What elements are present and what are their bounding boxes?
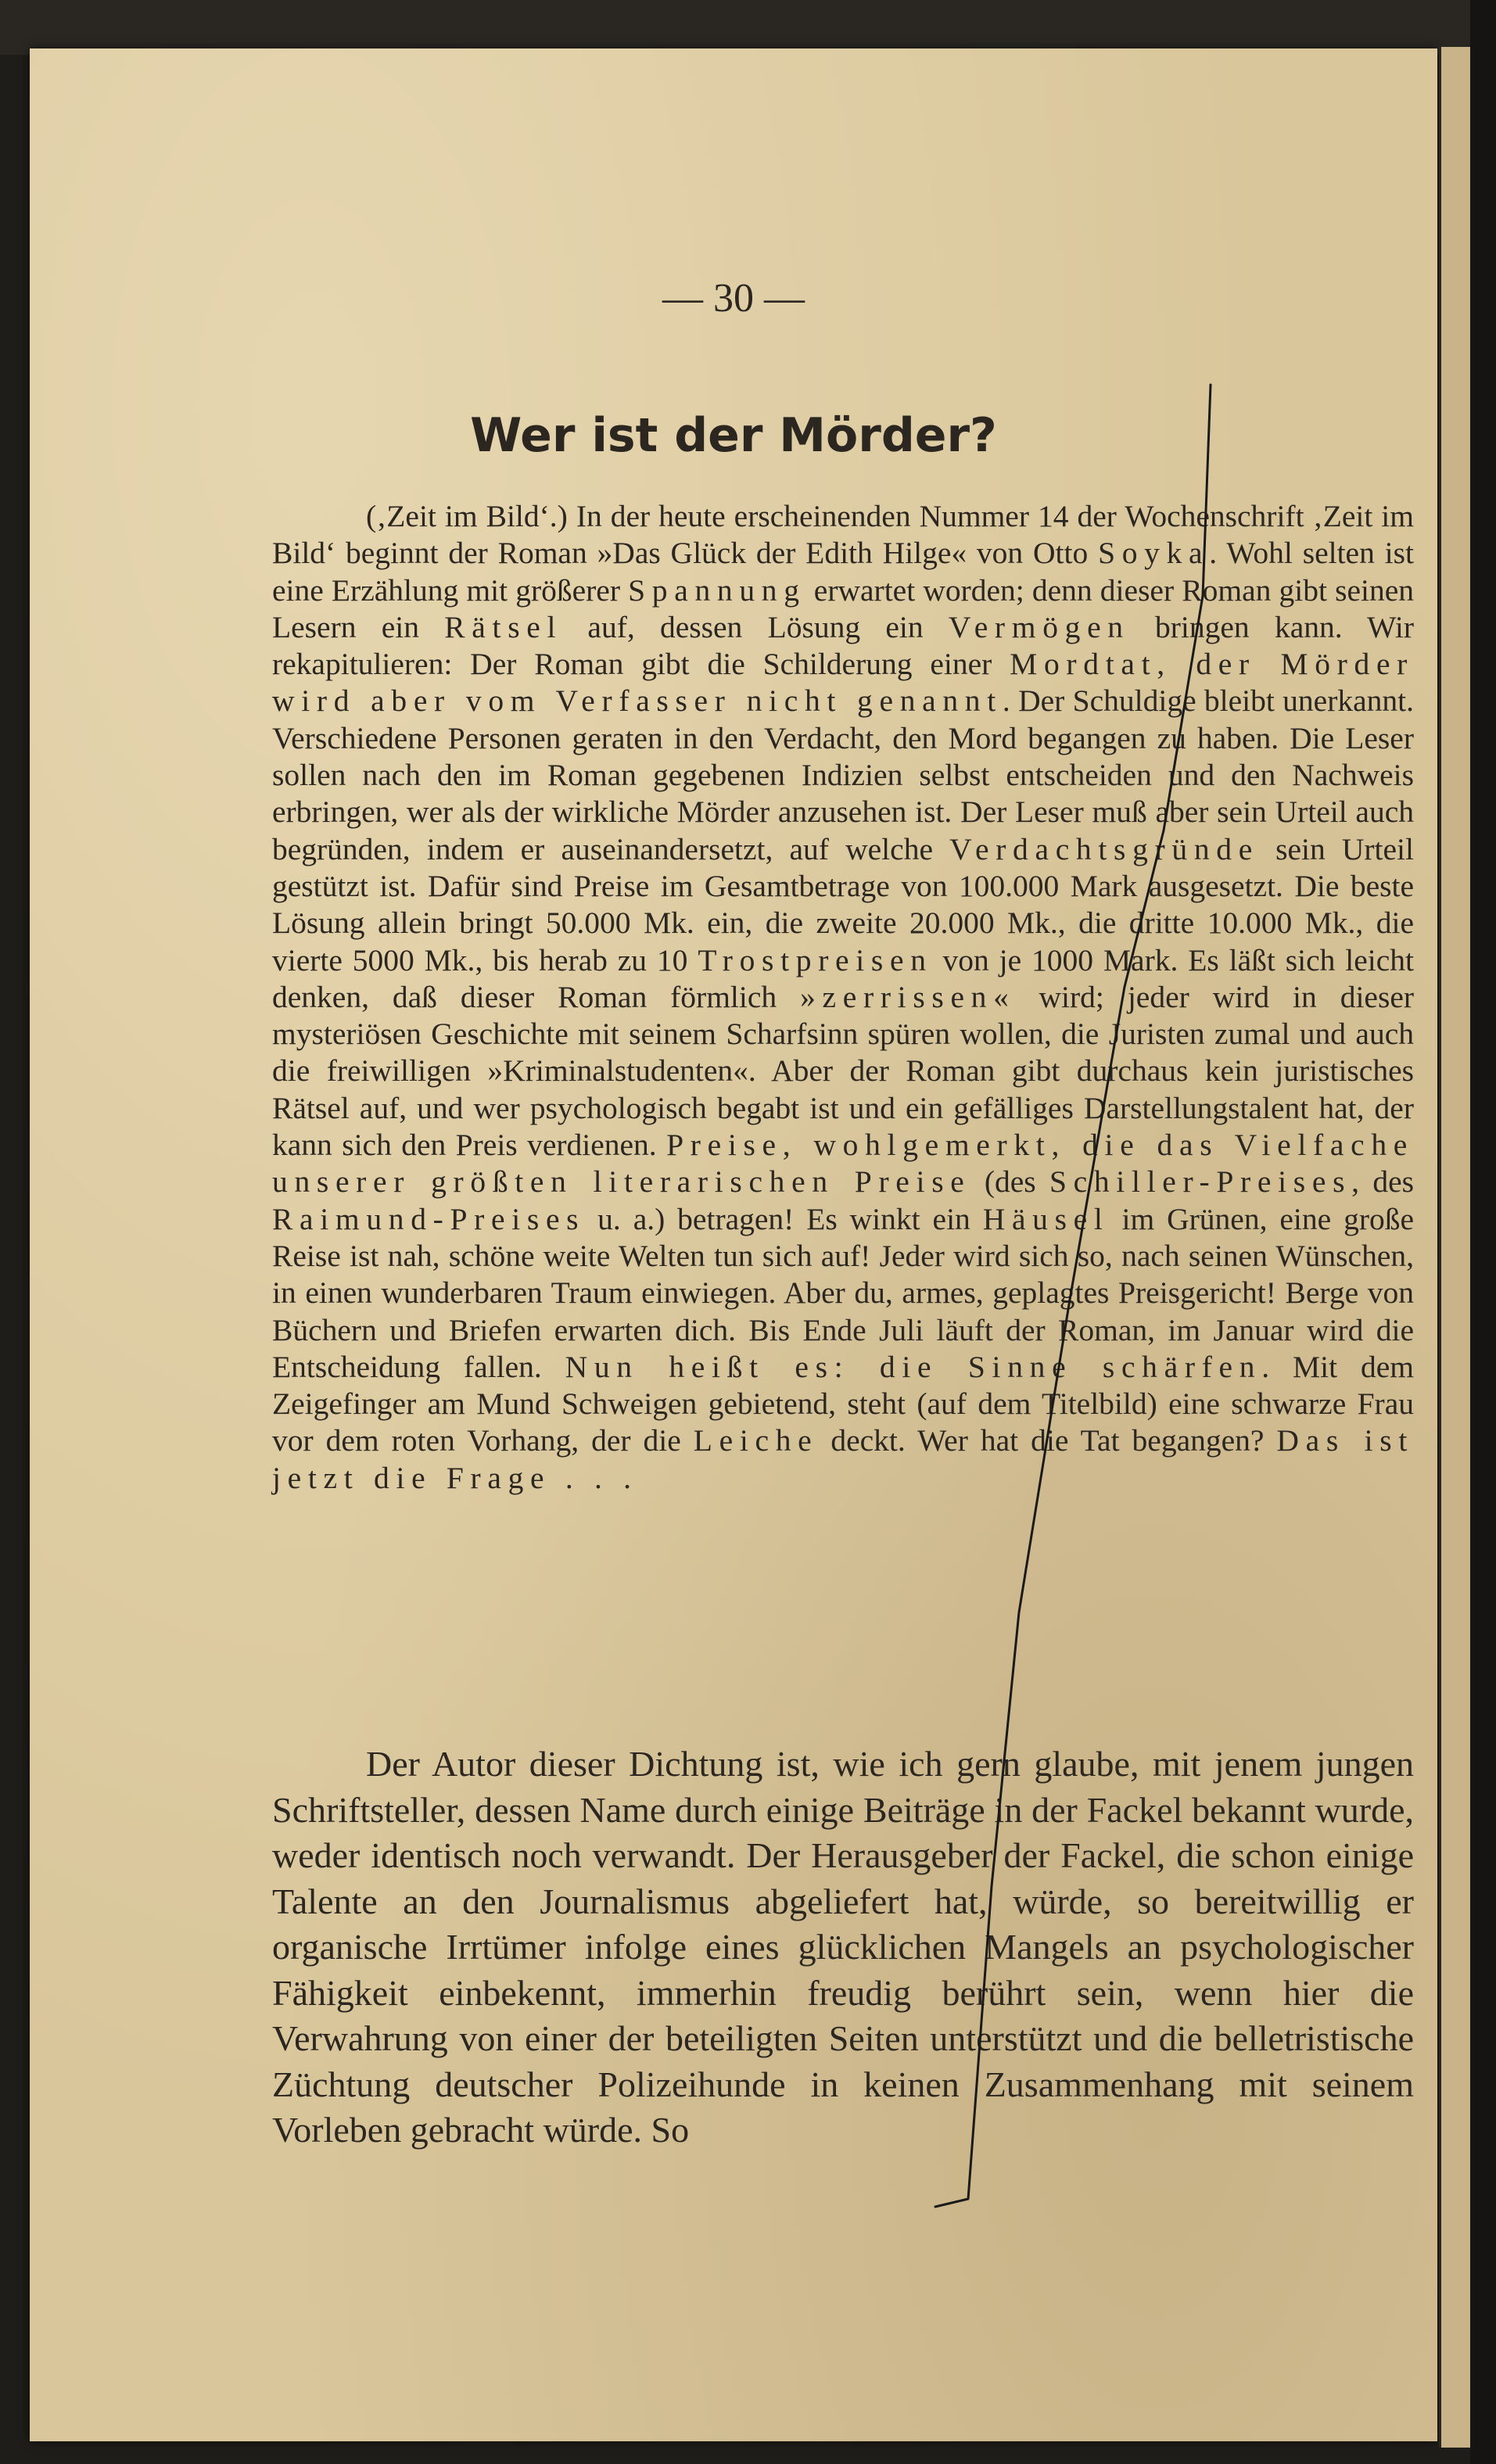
quote-spaced: Verdachtsgründe	[949, 831, 1259, 866]
quote-spaced: Preise, wohlgemerkt, die das Vielfache unserer größten literarischen Preise	[272, 1128, 1415, 1200]
quote-text: wird; jeder wird in dieser mysteriösen Geschichte mit seinem Scharfsinn spüren wollen, die Juristen zumal und auch die freiwilligen »Kriminalstudenten«. Aber der Roman gibt durchaus kein juristisches Rätsel auf, und wer psychologisch begabt ist und ein gefälliges Darstellungstalent hat, der kann sich den Preis verdienen.	[272, 979, 1415, 1163]
quote-text: . Wohl selten ist eine Erzählung mit größerer	[272, 536, 1414, 608]
quote-text: im Grünen, eine große Reise ist nah, schöne weite Welten tun sich auf! Jeder wird sich so, nach seinen Wünschen, in einen wunderbaren Traum einwiegen. Aber du, armes, geplagtes Preisgericht! Berge von Büchern und Briefen erwarten dich. Bis Ende Juli läuft der Roman, im Januar wird die Entscheidung fallen.	[272, 1201, 1415, 1384]
quote-text: . Der Schuldige bleibt unerkannt. Verschiedene Personen geraten in den Verdacht, den Mord begangen zu haben. Die Leser sollen nach den im Roman gegebenen Indizien selbst entscheiden und den Nachweis erbringen, wer als der wirkliche Mörder anzusehen ist. Der Leser muß aber sein Urteil auch begründen, indem er auseinandersetzt, auf welche	[272, 683, 1414, 866]
quote-spaced: Spannung	[628, 572, 806, 608]
quote-spaced: Nun heißt es: die Sinne schärfen	[565, 1349, 1262, 1384]
quote-spaced: Leiche	[693, 1423, 819, 1458]
quote-author-spaced: Soyka	[1098, 536, 1210, 571]
article-heading: Wer ist der Mörder?	[470, 408, 997, 463]
book-page	[30, 48, 1437, 2441]
quote-spaced: Rätsel	[444, 609, 563, 644]
quote-text: auf, dessen Lösung ein	[562, 609, 949, 644]
quote-text: bringen kann. Wir rekapitulieren: Der Roman gibt die Schilderung einer	[272, 609, 1414, 682]
quote-text: (des	[970, 1164, 1049, 1200]
quote-text: , des	[1351, 1164, 1415, 1200]
book-spine	[1470, 0, 1496, 2464]
quote-spaced: Vermögen	[948, 609, 1130, 644]
page-number: — 30 —	[662, 276, 805, 321]
quote-spaced: »zerrissen«	[800, 979, 1016, 1014]
quote-spaced: Mordtat, der Mörder wird aber vom Verfasser nicht genannt	[272, 647, 1415, 719]
quote-spaced: Schiller-Preises	[1049, 1164, 1352, 1200]
quote-opening: (‚Zeit im Bild‘.) In der heute erscheinenden Nummer 14 der Wochenschrift ‚Zeit im Bild‘ beginnt der Roman »Das Glück der Edith Hilge« von Otto	[272, 499, 1414, 571]
quote-spaced: Häusel	[982, 1201, 1110, 1236]
quote-spaced: Das ist jetzt die Frage . . .	[272, 1423, 1414, 1495]
commentary-paragraph: Der Autor dieser Dichtung ist, wie ich gern glaube, mit jenem jungen Schriftsteller, dessen Name durch einige Beiträge in der Fackel bekannt wurde, weder identisch noch verwandt. Der Herausgeber der Fackel, die schon einige Talente an den Journalismus abgeliefert hat, würde, so bereitwillig er organische Irrtümer infolge eines glücklichen Mangels an psychologischer Fähigkeit einbekennt, immerhin freudig berührt sein, wenn hier die Verwahrung von einer der beteiligten Seiten unterstützt und die belletristische Züchtung deutscher Polizeihunde in keinen Zusammenhang mit seinem Vorleben gebracht würde. So	[272, 1744, 1414, 2150]
quote-text: u. a.) betragen! Es winkt ein	[585, 1201, 983, 1236]
quote-spaced: Trostpreisen	[698, 942, 933, 977]
quote-text: deckt. Wer hat die Tat begangen?	[818, 1423, 1277, 1458]
pencil-annotation-line	[30, 48, 1437, 2441]
quote-text: sein Urteil gestützt ist. Dafür sind Preise im Gesamtbetrage von 100.000 Mark ausgesetzt. Die beste Lösung allein bringt 50.000 Mk. ein, die zweite 20.000 Mk., die dritte 10.000 Mk., die vierte 5000 Mk., bis herab zu 10	[272, 831, 1415, 977]
quote-text: . Mit dem Zeigefinger am Mund Schweigen gebietend, steht (auf dem Titelbild) eine schwarze Frau vor dem roten Vorhang, der die	[272, 1349, 1414, 1458]
quote-text: erwartet worden; denn dieser Roman gibt seinen Lesern ein	[272, 572, 1415, 644]
quote-text: von je 1000 Mark. Es läßt sich leicht denken, daß dieser Roman förmlich	[272, 942, 1414, 1014]
quote-spaced: Raimund-Preises	[272, 1201, 586, 1236]
scan-top-edge	[0, 0, 1496, 55]
